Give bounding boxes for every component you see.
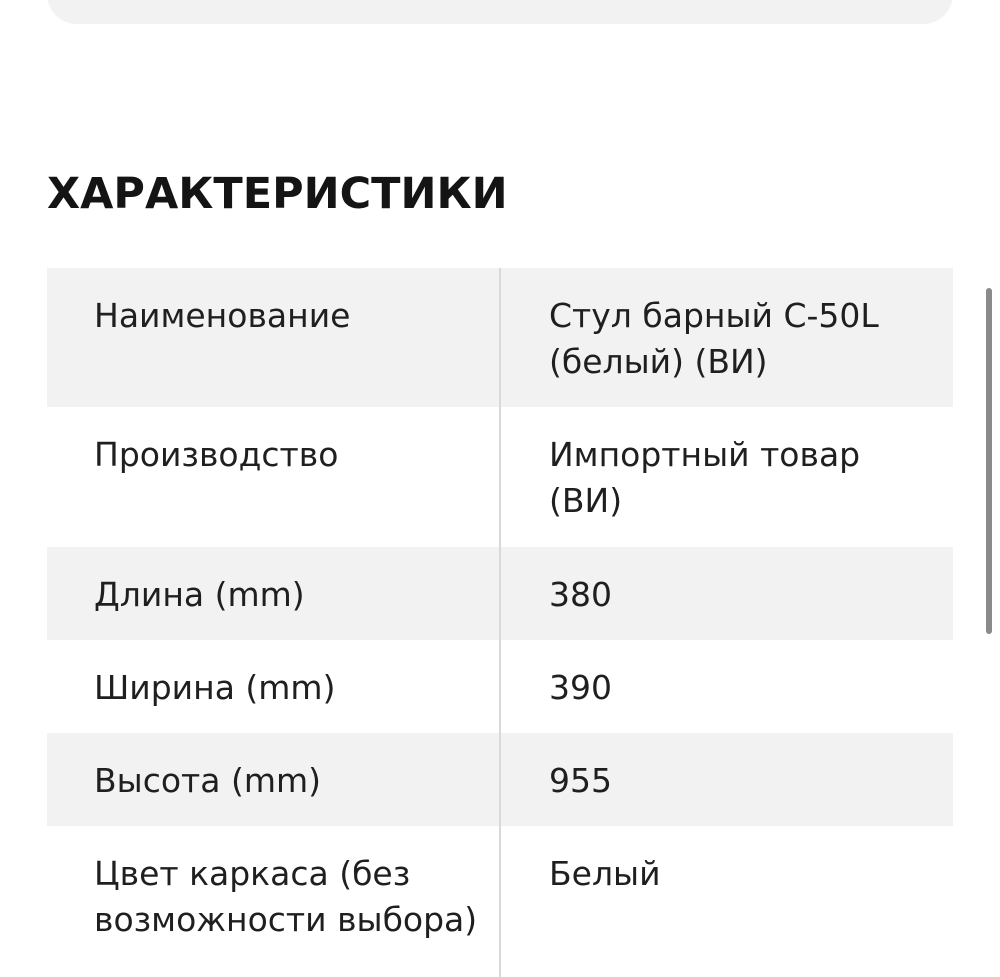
specs-table bbox=[47, 268, 953, 977]
spec-label: Цвет каркаса (без возможности выбора) bbox=[47, 826, 501, 977]
spec-row-name bbox=[47, 268, 953, 407]
spec-row-length bbox=[47, 547, 953, 640]
spec-value: Белый bbox=[549, 854, 661, 893]
section-title: ХАРАКТЕРИСТИКИ bbox=[47, 169, 508, 219]
spec-value: 390 bbox=[549, 668, 612, 707]
previous-section-card bbox=[47, 0, 953, 24]
spec-value: 380 bbox=[549, 575, 612, 614]
spec-label: Длина (mm) bbox=[47, 547, 501, 640]
spec-row-width bbox=[47, 640, 953, 733]
spec-label: Производство bbox=[47, 407, 501, 547]
spec-row-height bbox=[47, 733, 953, 826]
spec-value: Импортный товар (ВИ) bbox=[549, 435, 861, 520]
spec-row-frame-color bbox=[47, 826, 953, 977]
scrollbar-thumb[interactable] bbox=[986, 288, 992, 634]
spec-value: Стул барный C-50L (белый) (ВИ) bbox=[549, 296, 879, 381]
spec-label: Наименование bbox=[47, 268, 501, 407]
spec-row-production bbox=[47, 407, 953, 547]
spec-label: Ширина (mm) bbox=[47, 640, 501, 733]
spec-label: Высота (mm) bbox=[47, 733, 501, 826]
spec-value: 955 bbox=[549, 761, 612, 800]
